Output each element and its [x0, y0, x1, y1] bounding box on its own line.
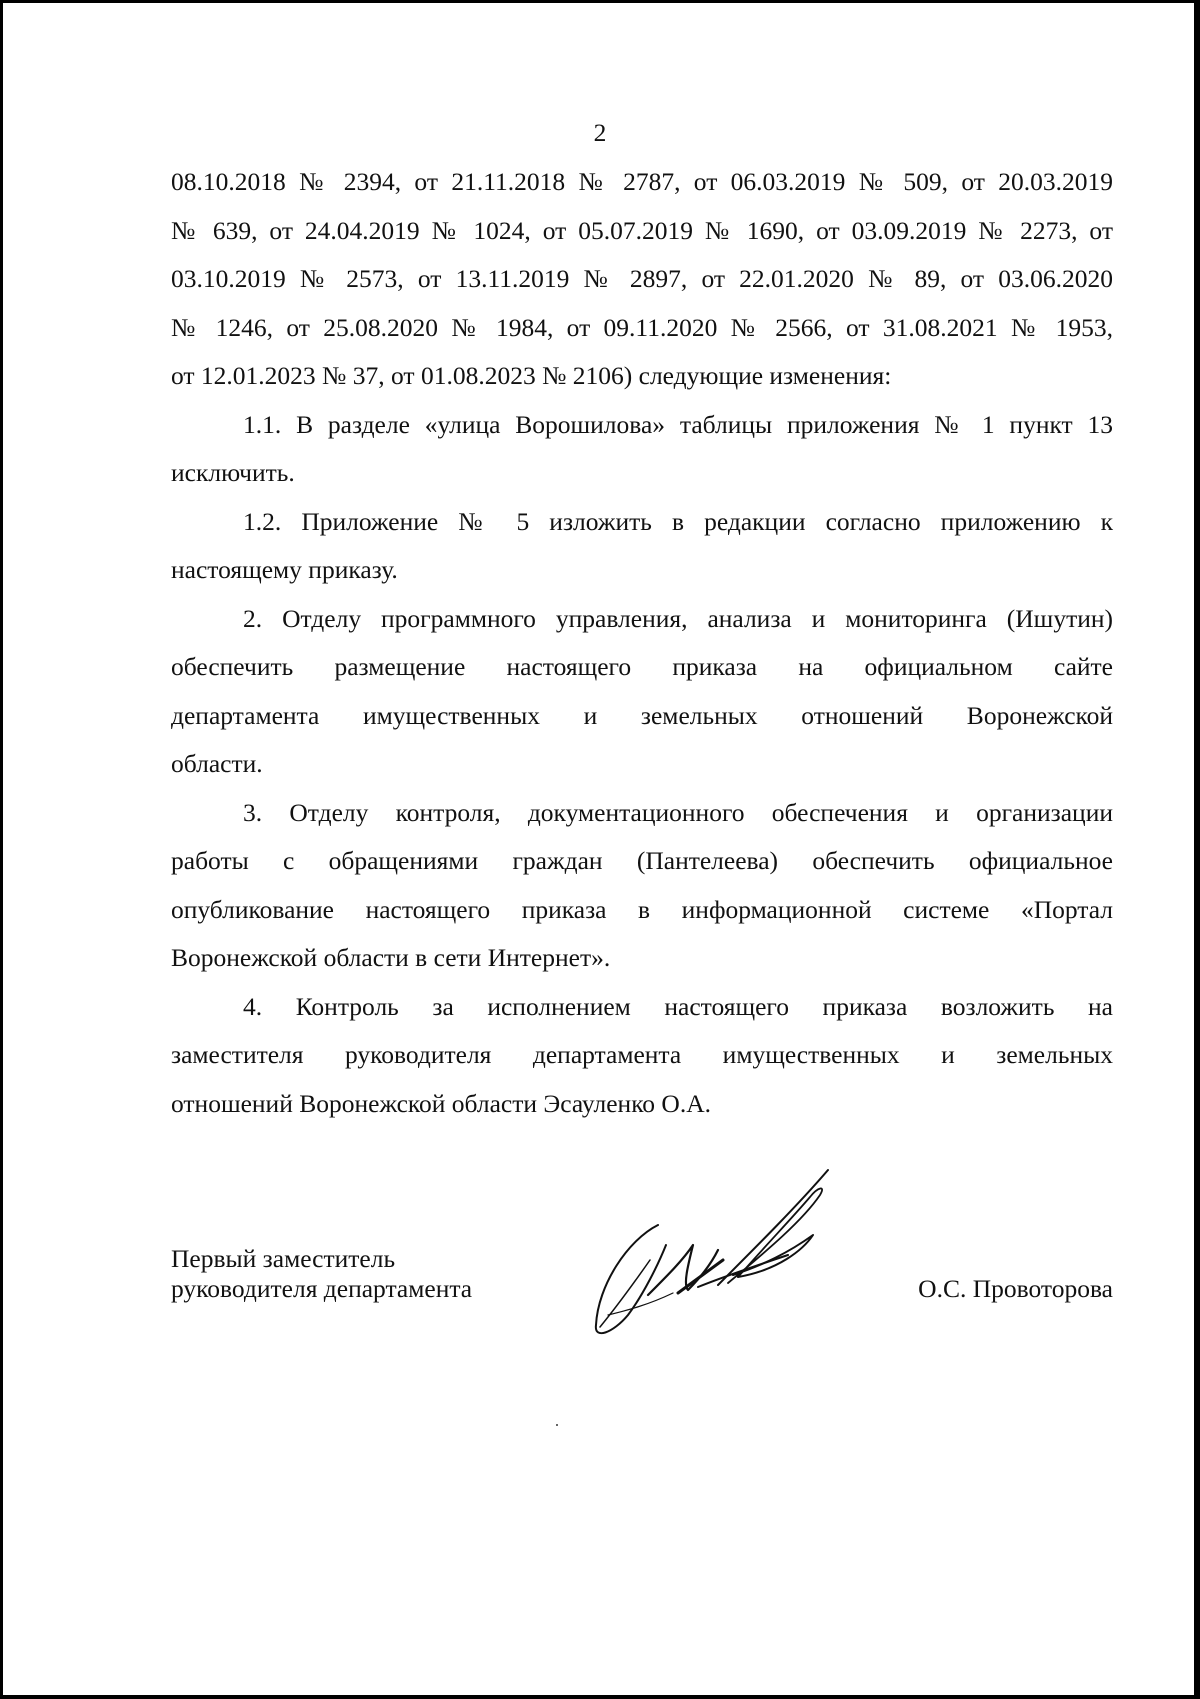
text-line: заместителя руководителя департамента имущественных и земельных: [171, 1040, 1113, 1069]
text-line: 4. Контроль за исполнением настоящего приказа возложить на: [243, 991, 1113, 1021]
text-line: работы с обращениями граждан (Пантелеева) обеспечить официальное: [171, 846, 1113, 875]
text-line: 2. Отделу программного управления, анализа и мониторинга (Ишутин): [243, 603, 1113, 633]
text-line: Воронежской области в сети Интернет».: [171, 943, 611, 972]
text-line: настоящему приказу.: [171, 555, 398, 584]
text-line: опубликование настоящего приказа в информационной системе «Портал: [171, 894, 1113, 924]
text-line: № 639, от 24.04.2019 № 1024, от 05.07.2019 № 1690, от 03.09.2019 № 2273, от: [171, 215, 1113, 245]
text-line: исключить.: [171, 458, 295, 487]
text-line: 3. Отделу контроля, документационного обеспечения и организации: [243, 797, 1113, 827]
scan-border-bottom: [0, 1695, 1200, 1699]
text-line: департамента имущественных и земельных отношений Воронежской: [171, 700, 1113, 730]
document-body: [171, 158, 1113, 1128]
text-line: области.: [171, 749, 263, 778]
text-line: 1.1. В разделе «улица Ворошилова» таблицы приложения № 1 пункт 13: [243, 409, 1113, 439]
text-line: от 12.01.2023 № 37, от 01.08.2023 № 2106) следующие изменения:: [171, 361, 892, 390]
paragraph-2: [171, 595, 1113, 789]
signer-name: О.С. Провоторова: [918, 1274, 1113, 1303]
scan-border-top: [0, 0, 1200, 3]
text-line: обеспечить размещение настоящего приказа на официальном сайте: [171, 652, 1113, 681]
text-line: отношений Воронежской области Эсауленко О.А.: [171, 1088, 712, 1118]
scan-border-left: [0, 0, 3, 1699]
paragraph-1-1: [171, 401, 1113, 498]
text-line: 1.2. Приложение № 5 изложить в редакции согласно приложению к: [243, 506, 1113, 536]
text-line: 08.10.2018 № 2394, от 21.11.2018 № 2787, от 06.03.2019 № 509, от 20.03.2019: [171, 167, 1113, 196]
signer-position-line-2: руководителя департамента: [171, 1274, 473, 1303]
handwritten-signature: [588, 1165, 888, 1345]
paragraph-3: [171, 789, 1113, 983]
text-line: 03.10.2019 № 2573, от 13.11.2019 № 2897, от 22.01.2020 № 89, от 03.06.2020: [171, 264, 1113, 293]
scan-border-right: [1194, 0, 1200, 1699]
paragraph-4: [171, 983, 1113, 1129]
paragraph-1-2: [171, 498, 1113, 595]
text-line: № 1246, от 25.08.2020 № 1984, от 09.11.2020 № 2566, от 31.08.2021 № 1953,: [171, 312, 1113, 342]
scan-speck: [556, 1424, 558, 1426]
page-number: 2: [593, 118, 607, 147]
signer-position-line-1: Первый заместитель: [171, 1244, 396, 1273]
paragraph-continuation: [171, 158, 1113, 401]
